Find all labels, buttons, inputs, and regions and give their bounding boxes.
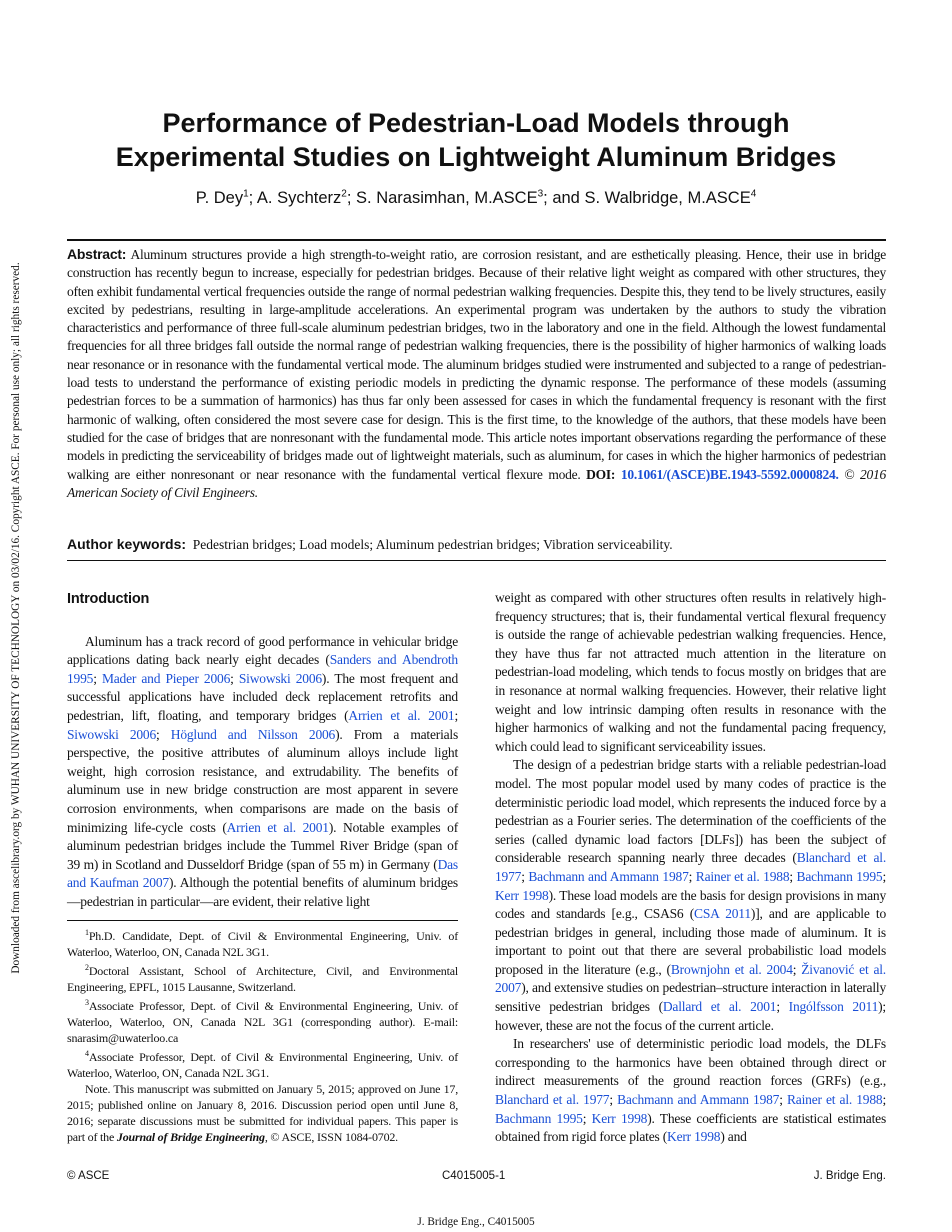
text-run: ; xyxy=(792,961,802,977)
author-name: P. Dey xyxy=(195,188,244,207)
citation-link[interactable]: Kerr 1998 xyxy=(591,1110,648,1126)
right-body xyxy=(495,589,886,1147)
paragraph xyxy=(495,589,886,756)
note-text: , © ASCE, ISSN 1084-0702. xyxy=(264,1130,398,1144)
citation-link[interactable]: Dallard et al. 2001 xyxy=(662,999,777,1015)
footnote-text: Ph.D. Candidate, Dept. of Civil & Environmental Engineering, Univ. of Waterloo, Waterloo, ON, Canada N2L 3G1. xyxy=(67,929,458,959)
paragraph xyxy=(67,633,458,912)
citation-link[interactable]: Blanchard et al. 1977 xyxy=(495,850,886,884)
keywords-label: Author keywords: xyxy=(67,536,187,552)
footnote xyxy=(67,925,458,960)
footnote-text: Doctoral Assistant, School of Architecture, Civil, and Environmental Engineering, EPFL, 1015 Lausanne, Switzerland. xyxy=(67,964,458,994)
author-name: S. Narasimhan, M.ASCE xyxy=(356,188,538,207)
top-rule xyxy=(67,239,886,241)
title-line: Experimental Studies on Lightweight Aluminum Bridges xyxy=(115,142,837,172)
text-run: ; xyxy=(454,707,458,723)
footnote-mark: 1 xyxy=(85,928,89,937)
citation-line: J. Bridge Eng., C4015005 xyxy=(417,1216,535,1228)
text-run: ; xyxy=(230,670,239,686)
journal-name: Journal of Bridge Engineering xyxy=(116,1130,265,1144)
keywords xyxy=(67,536,886,553)
text-run: ; xyxy=(882,1092,887,1108)
text-run: In researchers' use of deterministic periodic load models, the DLFs corresponding to the harmonics have been obtained through direct or indirect measurements of the ground reaction forces (GRFs) (e.g., xyxy=(495,1036,886,1089)
citation-link[interactable]: Bachmann 1995 xyxy=(495,1110,583,1126)
citation-link[interactable]: Siwowski 2006 xyxy=(67,726,157,742)
separator: ; xyxy=(248,188,257,207)
left-column xyxy=(67,590,458,912)
text-run: ) and xyxy=(720,1129,747,1145)
footer-publisher: © ASCE xyxy=(67,1170,110,1182)
left-body xyxy=(67,633,458,912)
citation-link[interactable]: Rainer et al. 1988 xyxy=(787,1092,883,1108)
footnote-text: Associate Professor, Dept. of Civil & Environmental Engineering, Univ. of Waterloo, Waterloo, ON, Canada N2L 3G1 (corresponding author). E-mail: snarasim@uwaterloo.ca xyxy=(67,999,458,1045)
keywords-text: Pedestrian bridges; Load models; Aluminum pedestrian bridges; Vibration serviceability. xyxy=(192,537,673,552)
author xyxy=(257,189,356,207)
footer-journal: J. Bridge Eng. xyxy=(813,1170,886,1182)
separator: ; xyxy=(346,188,357,207)
text-run: ; xyxy=(789,868,797,884)
citation-link[interactable]: Siwowski 2006 xyxy=(238,670,322,686)
affiliation-mark: 2 xyxy=(341,188,347,199)
text-run: ). These load models are the basis for design provisions in many codes and standards [e.g., CSAS6 ( xyxy=(495,887,886,922)
author-name: S. Walbridge, M.ASCE xyxy=(584,188,751,207)
citation-link[interactable]: Kerr 1998 xyxy=(495,887,549,903)
citation-link[interactable]: Mader and Pieper 2006 xyxy=(101,670,231,686)
text-run: ). These coefficients are statistical estimates obtained from rigid force plates ( xyxy=(495,1110,886,1145)
author xyxy=(356,189,584,207)
footnotes xyxy=(67,925,458,1145)
text-run: ; xyxy=(609,1092,618,1108)
citation-link[interactable]: Arrien et al. 2001 xyxy=(348,707,455,723)
section-heading: Introduction xyxy=(67,591,150,607)
paper-title xyxy=(40,106,912,174)
abstract-text: Aluminum structures provide a high strength-to-weight ratio, are corrosion resistant, and are esthetically pleasing. Hence, their use in bridge construction has recently begun to increase, especially for pedestrian bridges. Because of their relative light weight as compared with other structures, they often exhibit fundamental vertical frequencies outside the range of normal pedestrian walking frequencies. Despite this, they tend to be lively structures, easily excited by pedestrians, resulting in large-amplitude accelerations. An experimental program was undertaken by the authors to study the vibration characteristics and performance of three full-scale aluminum pedestrian bridges, two in the laboratory and one in the field. Although the lowest fundamental frequencies for all three bridges fall outside the normal range of pedestrian walking frequencies, there is the possibility of higher harmonics of walking loads near resonance or in resonance with the fundamental vertical mode. The aluminum bridges studied were instrumented and subjected to a range of pedestrian-load tests to understand the performance of existing periodic models in predicting the dynamic response. The performance of these models (assuming pedestrian forces to be a summation of harmonics) has thus far only been assessed for cases in which the fundamental frequency is resonant with the first harmonic of walking, often considered the most severe case for design. This is the first time, to the knowledge of the authors, that these models have been studied for the case of bridges that are nonresonant with the fundamental mode. This article notes important observations regarding the performance of these models in predicting the serviceability of bridges made out of lightweight materials, such as aluminum, for cases in which the higher harmonics of pedestrian walking are either nonresonant or near resonance with the fundamental vertical flexure mode. xyxy=(67,247,886,482)
affiliation-mark: 4 xyxy=(750,188,757,199)
paragraph xyxy=(495,1035,886,1147)
right-column xyxy=(495,589,886,1147)
doi-link[interactable]: 10.1061/(ASCE)BE.1943-5592.0000824. xyxy=(620,466,839,482)
citation-link[interactable]: Rainer et al. 1988 xyxy=(695,868,790,884)
text-run: ), and extensive studies on pedestrian–structure interaction in laterally sensitive pedestrian bridges ( xyxy=(495,980,886,1015)
author xyxy=(584,189,756,207)
text-run: ). From a materials perspective, the positive attributes of aluminum alloys include light weight, high corrosion resistance, and extrudability. The benefits of aluminum use in new bridge construction are most apparent in severe corrosion environments, when comparisons are made on the basis of minimizing life-cycle costs ( xyxy=(67,726,459,835)
text-run: ). Notable examples of aluminum pedestrian bridges include the Tummel River Bridge (span of 39 m) in Scotland and Dusseldorf Bridge (span of 55 m) in Germany ( xyxy=(67,819,458,872)
text-run: Aluminum has a track record of good performance in vehicular bridge applications dating back nearly eight decades ( xyxy=(67,633,458,668)
download-notice: Downloaded from ascelibrary.org by WUHAN UNIVERSITY OF TECHNOLOGY on 03/02/16. Copyright ASCE. For personal use only; all rights reserved. xyxy=(10,262,22,974)
copyright: © 2016 American Society of Civil Engineers. xyxy=(67,466,886,500)
citation-link[interactable]: Brownjohn et al. 2004 xyxy=(670,961,793,977)
text-run: ). Although the potential benefits of aluminum bridges—pedestrian in particular—are evident, their relative light xyxy=(67,875,458,909)
citation-link[interactable]: Das and Kaufman 2007 xyxy=(67,856,458,891)
citation-link[interactable]: Blanchard et al. 1977 xyxy=(495,1092,610,1108)
footnote-rule xyxy=(67,920,458,921)
text-run: ; xyxy=(582,1110,592,1126)
citation-link[interactable]: Höglund and Nilsson 2006 xyxy=(170,726,336,742)
footnote-mark: 4 xyxy=(85,1049,89,1058)
abstract xyxy=(67,245,886,502)
author-list xyxy=(40,188,912,208)
citation-link[interactable]: Bachmann and Ammann 1987 xyxy=(617,1092,780,1108)
text-run: ; xyxy=(882,868,886,884)
separator: ; and xyxy=(543,188,585,207)
section-rule xyxy=(67,560,886,561)
footnote xyxy=(67,960,458,995)
text-run: ; xyxy=(776,999,789,1015)
title-line: Performance of Pedestrian-Load Models through xyxy=(162,108,790,138)
citation-link[interactable]: Kerr 1998 xyxy=(667,1129,721,1145)
text-run: ; xyxy=(156,726,171,742)
text-run: ). The most frequent and successful applications have included deck replacement retrofits and pedestrian, lift, floating, and temporary bridges ( xyxy=(67,670,458,723)
citation-link[interactable]: Ingólfsson 2011 xyxy=(788,999,879,1015)
footnote-mark: 2 xyxy=(85,963,89,972)
citation-link[interactable]: Arrien et al. 2001 xyxy=(226,819,329,835)
abstract-label: Abstract: xyxy=(67,246,127,262)
footer-page-id: C4015005-1 xyxy=(442,1170,506,1182)
text-run: weight as compared with other structures often results in relatively high-frequency structures; that is, their fundamental vertical flexural frequency is outside the range of achievable pedestrian walking frequencies. Hence, they have thus far not attracted much attention in the literature on pedestrian-load modeling, which tends to focus mostly on bridges that are in resonance at normal walking frequencies. However, their relative light weight and low intrinsic damping often results in resonance with the higher harmonics of walking and not the fundamental pacing frequency, which could lead to significant serviceability issues. xyxy=(495,590,886,754)
text-run: )], and are applicable to pedestrian bridges in general, including those made of aluminum. It is important to point out that there are several probabilistic load models proposed in the literature (e.g., ( xyxy=(495,906,887,977)
affiliation-mark: 1 xyxy=(243,188,249,199)
citation-link[interactable]: Sanders and Abendroth 1995 xyxy=(67,652,458,686)
footnote-mark: 3 xyxy=(85,998,89,1007)
text-run: ; xyxy=(688,868,696,884)
citation-link[interactable]: CSA 2011 xyxy=(694,906,751,922)
author xyxy=(196,189,257,207)
citation-link[interactable]: Bachmann 1995 xyxy=(796,868,883,884)
text-run: ); however, these are not the focus of the current article. xyxy=(495,999,886,1033)
author-name: A. Sychterz xyxy=(256,188,342,207)
footnote-text: Associate Professor, Dept. of Civil & Environmental Engineering, Univ. of Waterloo, Waterloo, ON, Canada N2L 3G1. xyxy=(67,1050,458,1080)
citation-link[interactable]: Živanović et al. 2007 xyxy=(495,961,886,996)
manuscript-note xyxy=(67,1081,458,1145)
paragraph xyxy=(495,756,886,1035)
footnote xyxy=(67,995,458,1046)
text-run: ; xyxy=(521,868,529,884)
footnote xyxy=(67,1046,458,1081)
note-text: Note. This manuscript was submitted on January 5, 2015; approved on June 17, 2015; published online on January 8, 2016. Discussion period open until June 8, 2016; separate discussions must be submitted for individual papers. This paper is part of the xyxy=(67,1082,458,1144)
doi-label: DOI: xyxy=(586,466,616,482)
citation-link[interactable]: Bachmann and Ammann 1987 xyxy=(528,868,689,884)
text-run: ; xyxy=(93,670,102,686)
affiliation-mark: 3 xyxy=(537,188,544,199)
text-run: ; xyxy=(779,1092,787,1108)
text-run: The design of a pedestrian bridge starts with a reliable pedestrian-load model. The most popular model used by many codes of practice is the deterministic periodic load model, which represents the induced force by a pedestrian as a Fourier series. The determination of the coefficients of the series (called dynamic load factors [DLFs]) has been the subject of considerable research spanning nearly three decades ( xyxy=(495,757,886,866)
